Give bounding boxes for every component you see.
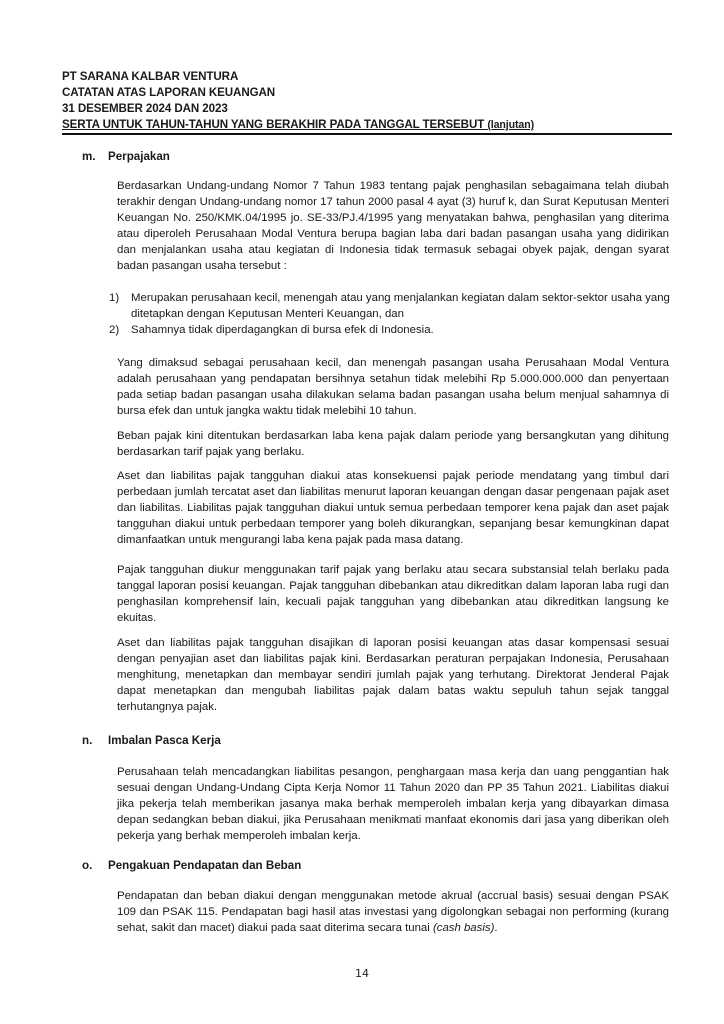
paragraph: Aset dan liabilitas pajak tangguhan diakui atas konsekuensi pajak periode mendatang yang timbul dari perbedaan jumlah tercatat aset dan liabilitas menurut laporan keuangan dengan dasar pengenaan pajak aset dan liabilitas. Liabilitas pajak tangguhan diakui untuk semua perbedaan temporer kena pajak dan aset pajak tangguhan diakui untuk perbedaan temporer yang boleh dikurangkan, sepanjang besar kemungkinan dapat dimanfaatkan untuk mengurangi laba kena pajak pada masa datang. xyxy=(117,470,669,547)
document-header xyxy=(62,69,672,135)
list-text: Sahamnya tidak diperdagangkan di bursa efek di Indonesia. xyxy=(131,324,434,337)
section-letter: m. xyxy=(82,150,96,163)
section-n-heading xyxy=(82,734,221,747)
page-number: 14 xyxy=(355,967,369,980)
continued-label: (lanjutan) xyxy=(487,119,535,131)
section-letter: o. xyxy=(82,859,93,872)
paragraph xyxy=(117,888,669,936)
paragraph: Beban pajak kini ditentukan berdasarkan laba kena pajak dalam periode yang bersangkutan yang dihitung berdasarkan tarif pajak yang berlaku. xyxy=(117,430,669,459)
list-number: 1) xyxy=(109,292,120,304)
paragraph-italic: (cash basis) xyxy=(432,922,495,935)
list-item xyxy=(109,290,671,322)
section-title: Pengakuan Pendapatan dan Beban xyxy=(108,859,302,872)
paragraph: Yang dimaksud sebagai perusahaan kecil, dan menengah pasangan usaha Perusahaan Modal Ventura adalah perusahaan yang pendapatan bersihnya setahun tidak melebihi Rp 5.000.000.000 dan penyertaan pada setiap badan pasangan usaha dilakukan selama badan pasangan usaha belum menjual sahamnya di bursa efek dan untuk jangka waktu tidak melebihi 10 tahun. xyxy=(117,357,669,418)
paragraph: Berdasarkan Undang-undang Nomor 7 Tahun 1983 tentang pajak penghasilan sebagaimana telah diubah terakhir dengan Undang-undang nomor 17 tahun 2000 pasal 4 ayat (3) huruf k, dan Surat Keputusan Menteri Keuangan No. 250/KMK.04/1995 jo. SE-33/PJ.4/1995 yang menyatakan bahwa, penghasilan yang diterima atau diperoleh Perusahaan Modal Ventura berupa bagian laba dari badan pasangan usaha yang didirikan dan menjalankan usaha atau kegiatan di Indonesia tidak termasuk sebagai obyek pajak, dengan syarat badan pasangan usaha tersebut : xyxy=(117,180,669,273)
list-number: 2) xyxy=(109,324,120,337)
section-m-heading xyxy=(82,150,170,163)
paragraph: Pajak tangguhan diukur menggunakan tarif pajak yang berlaku atau secara substansial telah berlaku pada tanggal laporan posisi keuangan. Pajak tangguhan dibebankan atau dikreditkan dalam laporan laba rugi dan penghasilan komprehensif lain, kecuali pajak tangguhan yang dibebankan atau dikreditkan langsung ke ekuitas. xyxy=(117,564,669,625)
list-text: Merupakan perusahaan kecil, menengah atau yang menjalankan kegiatan dalam sektor-sektor usaha yang ditetapkan dengan Keputusan Menteri Keuangan, dan xyxy=(131,292,670,321)
period-text: SERTA UNTUK TAHUN-TAHUN YANG BERAKHIR PADA TANGGAL TERSEBUT xyxy=(62,118,485,131)
section-o-heading xyxy=(82,859,301,872)
section-title: Imbalan Pasca Kerja xyxy=(108,734,221,747)
paragraph: Aset dan liabilitas pajak tangguhan disajikan di laporan posisi keuangan atas dasar kompensasi sesuai dengan penyajian aset dan liabilitas pajak kini. Berdasarkan peraturan perpajakan Indonesia, Perusahaan menghitung, menetapkan dan membayar sendiri jumlah pajak yang terhutang. Direktorat Jenderal Pajak dapat menetapkan dan mengubah liabilitas pajak dalam batas waktu sepuluh tahun sejak tanggal terhutangnya pajak. xyxy=(117,637,669,714)
report-date: 31 DESEMBER 2024 DAN 2023 xyxy=(62,102,228,115)
paragraph: Perusahaan telah mencadangkan liabilitas pesangon, penghargaan masa kerja dan uang penggantian hak sesuai dengan Undang-Undang Cipta Kerja Nomor 11 Tahun 2020 dan PP 35 Tahun 2021. Liabilitas diakui jika pekerja telah memberikan jasanya maka berhak memperoleh imbalan kerja yang dibayarkan dimasa depan sedangkan beban diakui, jika Perusahaan menikmati manfaat ekonomis dari jasa yang diberikan oleh pekerja yang berhak memperoleh imbalan kerja. xyxy=(117,766,669,843)
list-item xyxy=(109,322,671,338)
paragraph-text: Pendapatan dan beban diakui dengan menggunakan metode akrual (accrual basis) sesuai dengan PSAK 109 dan PSAK 115. Pendapatan bagi hasil atas investasi yang digolongkan sebagai non performing (kurang sehat, sakit dan macet) diakui pada saat diterima secara tunai xyxy=(117,890,669,935)
condition-list xyxy=(109,290,671,338)
company-name: PT SARANA KALBAR VENTURA xyxy=(62,70,239,83)
section-letter: n. xyxy=(82,734,93,747)
paragraph-end: . xyxy=(494,922,498,935)
section-title: Perpajakan xyxy=(108,150,170,163)
report-title: CATATAN ATAS LAPORAN KEUANGAN xyxy=(62,86,276,99)
report-period xyxy=(62,117,672,135)
